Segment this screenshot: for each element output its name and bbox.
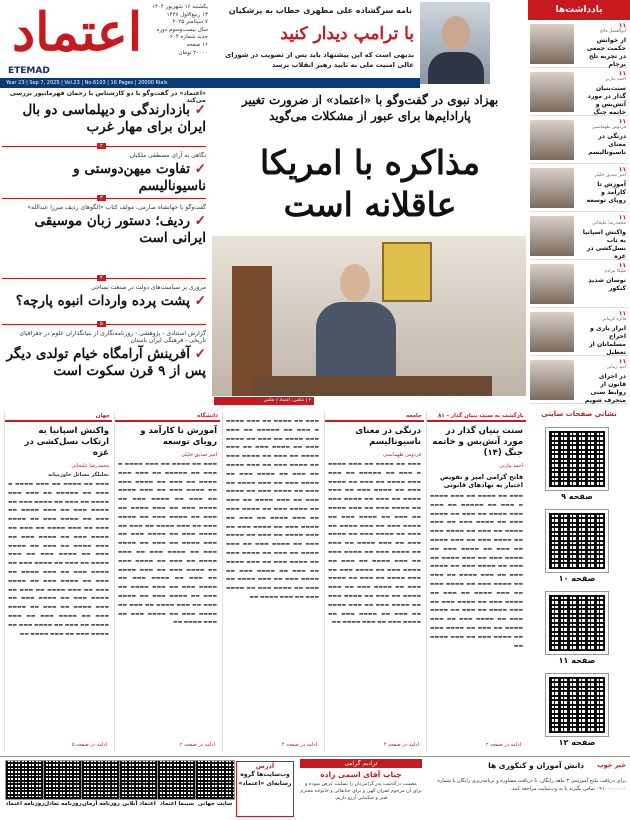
date-line: ۱۶ صفحه xyxy=(186,41,208,48)
page-ref: ۴ xyxy=(97,275,106,281)
top-news-kicker: نامه سرگشاده علی مطهری خطاب به پزشکیان xyxy=(228,6,412,15)
author-photo xyxy=(530,72,574,112)
bottom-bar xyxy=(0,756,630,820)
headline-title: ردیف؛ دستور زبان موسیقی ایرانی است xyxy=(34,213,206,246)
author-photo xyxy=(530,216,574,256)
author-name: احمد مازنی xyxy=(604,77,626,82)
article-title[interactable]: آموزش نا کارآمد و رویای توسعه xyxy=(140,426,217,447)
article-column[interactable] xyxy=(222,412,322,752)
column-section: جهان xyxy=(5,412,112,422)
page-number: ۱۱ xyxy=(618,166,626,173)
note-title: درنگی در معنای ناسیونالیسم xyxy=(588,133,626,156)
page-number: ۱۱ xyxy=(618,262,626,269)
author-photo xyxy=(530,312,574,352)
notes-sidebar xyxy=(528,0,630,408)
qr-code[interactable] xyxy=(44,761,82,799)
condolence-head: ترادیم گرامی xyxy=(300,759,422,768)
good-news-head: دانش آموزان و کنکوری ها xyxy=(488,761,584,770)
check-icon: ✓ xyxy=(189,293,206,309)
continue-link[interactable]: ادامه در صفحه ۲ xyxy=(179,742,215,748)
article-body: ▬▬▬ ▬▬ ▬▬▬▬ ▬▬ ▬▬▬ ▬▬▬▬ ▬ ▬▬▬ ▬▬ ▬▬▬▬▬ ▬▬ ▬▬▬ ▬▬▬ ▬▬▬▬ ▬▬ ▬▬▬ ▬▬ ▬▬▬▬ ▬▬▬ ▬▬ ▬▬▬▬ ▬▬▬ ▬▬ ▬▬▬ ▬▬▬▬ ▬▬ ▬▬▬ ▬▬ ▬▬▬▬ ▬▬▬ ▬▬ ▬▬▬▬ ▬▬▬ ▬▬ ▬▬▬ ▬▬▬▬ ▬▬ ▬▬▬ ▬▬ ▬▬▬▬ ▬▬▬ ▬▬ ▬▬▬▬ ▬▬▬ ▬▬ ▬▬▬ ▬▬▬▬ ▬▬ ▬▬▬ ▬▬ ▬▬▬▬ ▬▬▬ ▬▬ ▬▬▬▬ ▬▬▬ ▬▬ ▬▬▬ ▬▬▬▬ ▬▬ ▬▬▬ ▬▬ ▬▬▬▬ ▬▬▬ ▬▬ ▬▬▬▬ ▬▬▬ ▬▬ ▬▬▬ ▬▬▬▬ ▬▬ ▬▬▬ ▬▬ ▬▬▬▬ ▬▬▬ ▬▬ ▬▬▬▬ ▬▬▬ ▬▬ ▬▬▬ ▬▬▬▬ ▬▬ ▬▬▬ ▬▬ ▬▬▬▬ ▬▬▬ ▬▬ ▬▬▬▬ ▬▬▬ ▬▬ ▬▬▬ ▬▬▬▬ ▬▬ ▬▬▬ ▬▬ ▬▬▬▬ ▬▬▬ ▬▬ ▬▬▬▬ ▬▬▬ ▬▬ ▬▬▬ ▬▬▬▬ ▬▬ xyxy=(430,494,523,649)
info-strip: Year 23 | Sep 7, 2025 | Vol.23 | No.6103 | 16 Pages | 20000 Rials xyxy=(0,78,420,88)
logo-text: اعتماد xyxy=(12,2,143,63)
author-name: محمدرضا علیخانی xyxy=(592,221,626,226)
headline-title: تفاوت میهن‌دوستی و ناسیونالیسم xyxy=(73,161,206,194)
page-ref: ۲ xyxy=(97,143,106,149)
note-title: نوسان شدیدِ کنکور xyxy=(588,277,626,292)
good-news-tag: خبر خوب xyxy=(597,761,626,769)
photo-caption: ۲ | عکس: اعتماد / عکس xyxy=(214,397,314,405)
headline-kicker: گزارش استنادی - پژوهشی - روزنامه‌نگاری از بنیانگذاران علوم در جغرافیای تاریخی - فرهنگی ایران باستان xyxy=(19,330,206,344)
author-name: ابوالفضل فاتح xyxy=(599,29,626,34)
headline-title: پشت پرده واردات انبوه پارچه؟ xyxy=(15,293,190,309)
continue-link[interactable]: ادامه در صفحه ۲ xyxy=(485,742,521,748)
author-name: ملیکا مرادی xyxy=(603,269,626,274)
qr-code[interactable] xyxy=(546,428,608,490)
condolence-body: مصیبت درگذشت پدر گرامی‌تان را تسلیت عرض نموده و برای آن مرحوم غفران الهی و برای جنابعالی و خانواده محترم صبر و شکیبایی آرزو داریم. xyxy=(300,782,422,801)
article-column[interactable] xyxy=(4,412,112,752)
check-icon: ✓ xyxy=(189,102,206,118)
article-body: ▬▬▬ ▬▬ ▬▬▬▬ ▬▬ ▬▬▬ ▬▬▬▬ ▬ ▬▬▬ ▬▬ ▬▬▬▬▬ ▬▬ ▬▬▬ ▬▬▬ ▬▬▬▬ ▬▬ ▬▬▬ ▬▬ ▬▬▬▬ ▬▬▬ ▬▬ ▬▬▬▬ ▬▬▬ ▬▬ ▬▬▬ ▬▬▬▬ ▬▬ ▬▬▬ ▬▬ ▬▬▬▬ ▬▬▬ ▬▬ ▬▬▬▬ ▬▬▬ ▬▬ ▬▬▬ ▬▬▬▬ ▬▬ ▬▬▬ ▬▬ ▬▬▬▬ ▬▬▬ ▬▬ ▬▬▬▬ ▬▬▬ ▬▬ ▬▬▬ ▬▬▬▬ ▬▬ ▬▬▬ ▬▬ ▬▬▬▬ ▬▬▬ ▬▬ ▬▬▬▬ ▬▬▬ ▬▬ ▬▬▬ ▬▬▬▬ ▬▬ ▬▬▬ ▬▬ ▬▬▬▬ ▬▬▬ ▬▬ ▬▬▬▬ ▬▬▬ ▬▬ ▬▬▬ ▬▬▬▬ ▬▬ ▬▬▬ ▬▬ ▬▬▬▬ ▬▬▬ ▬▬ ▬▬▬▬ ▬▬▬ ▬▬ ▬▬▬ ▬▬▬▬ ▬▬ ▬▬▬ ▬▬ ▬▬▬▬ ▬▬▬ ▬▬ ▬▬▬▬ ▬▬▬ ▬▬ ▬▬▬ ▬▬▬▬ ▬▬ ▬▬▬ ▬▬ ▬▬▬▬ ▬▬▬ ▬▬ ▬▬▬▬ ▬▬▬ ▬▬ ▬▬▬ ▬▬▬▬ ▬▬ ▬▬▬ ▬▬ ▬▬▬▬ ▬▬▬ ▬▬ ▬▬▬▬ ▬▬▬ ▬▬ ▬▬▬ ▬▬▬▬ ▬▬ xyxy=(328,462,421,626)
headline-item[interactable] xyxy=(2,102,206,136)
article-lead: تحلیلگر مسائل خاورمیانه xyxy=(48,472,109,478)
note-title: ابراز یاری و اخراج مسلمانان از تعطیل xyxy=(589,325,626,356)
top-news-photo xyxy=(420,2,490,84)
page-ref: ۳ xyxy=(97,195,106,201)
logo-latin: ETEMAD xyxy=(8,66,50,76)
qr-section-title: نشانی صفحات سایتی xyxy=(541,410,617,418)
qr-label: صفحه ۱۲ xyxy=(558,738,596,747)
article-title[interactable]: واکنش اسپانیا به ارتکاب نسل‌کشی در غزه xyxy=(24,426,109,458)
date-line: ۲۰۰۰۰ تومان xyxy=(178,49,208,56)
qr-code[interactable] xyxy=(196,761,234,799)
qr-label: روزنامه اعتماد xyxy=(5,801,45,807)
headline-title: آفرینش آرامگاه خیام تولدی دیگر پس از ۹ قرن سکوت است xyxy=(6,346,206,379)
date-box xyxy=(140,4,208,57)
headline-item[interactable] xyxy=(2,284,206,310)
lead-photo xyxy=(212,236,526,396)
date-line: سال بیست‌وسوم دوره xyxy=(156,26,208,33)
page-number: ۱۱ xyxy=(618,358,626,365)
author-name: امیر صدیق خلیلی xyxy=(593,173,626,178)
article-column[interactable] xyxy=(426,412,526,752)
qr-code[interactable] xyxy=(6,761,44,799)
headline-kicker: نگاهی به آرای مصطفی ملکیان xyxy=(129,152,206,159)
qr-code[interactable] xyxy=(82,761,120,799)
sidebar-item[interactable] xyxy=(530,260,628,308)
qr-code[interactable] xyxy=(546,592,608,654)
check-icon: ✓ xyxy=(189,346,206,362)
address-title: آدرس xyxy=(255,762,275,770)
article-lead: فاتح گرامی امیر و تفویض اختیار به نهادهای قانونی xyxy=(439,473,523,489)
column-intro: «اعتماد» در گفت‌وگو با دو کارشناس با رحمان قهرمانپور بررسی می‌کند xyxy=(9,90,206,104)
check-icon: ✓ xyxy=(189,213,206,229)
column-section: دانشگاه xyxy=(115,412,220,422)
article-column[interactable] xyxy=(324,412,424,752)
headline-kicker: گفت‌وگو با جهانشاه صارمی، مولف کتاب «الگوهای ردیف میرزا عبدالله» xyxy=(27,204,206,211)
qr-code[interactable] xyxy=(546,510,608,572)
sidebar-item[interactable] xyxy=(530,356,628,404)
sidebar-item[interactable] xyxy=(530,164,628,212)
page-number: ۱۱ xyxy=(618,310,626,317)
author-photo xyxy=(530,360,574,400)
note-title: از خوانش حکمت جمعی در تجربه تلخ برجام xyxy=(586,37,626,68)
author-photo xyxy=(530,264,574,304)
condolence-title: جناب آقای اسمی زاده xyxy=(320,770,402,779)
qr-code[interactable] xyxy=(546,674,608,736)
author-name: فائزه کرمانی xyxy=(601,317,626,322)
article-column[interactable] xyxy=(114,412,220,752)
article-author: احمد مازنی xyxy=(499,463,523,469)
date-line: ۷ سپتامبر ۲۰۲۵ xyxy=(172,19,208,26)
qr-label: اعتماد آنلاین xyxy=(122,801,156,807)
article-author: محمدرضا علیخانی xyxy=(71,463,109,469)
sidebar-title: یادداشت‌ها xyxy=(528,0,630,20)
qr-label: سینما اعتماد xyxy=(159,801,195,807)
author-photo xyxy=(530,168,574,208)
qr-label: سایت جهانی xyxy=(197,801,233,807)
headline-line: عاقلانه است xyxy=(283,185,457,224)
page-number: ۱۱ xyxy=(618,214,626,221)
condolence-box xyxy=(300,759,422,817)
sidebar-item[interactable] xyxy=(530,212,628,260)
qr-label: صفحه ۱۰ xyxy=(558,574,596,583)
date-line: یکشنبه ۱۶ شهریور ۱۴۰۴ xyxy=(152,4,208,10)
page-number: ۱۱ xyxy=(618,22,626,29)
sidebar-item[interactable] xyxy=(530,308,628,356)
headline-kicker: مروری بر سیاست‌های دولت در صنعت نساجی xyxy=(91,284,206,291)
qr-label: روزنامه آرمان xyxy=(82,801,120,807)
check-icon: ✓ xyxy=(189,161,206,177)
top-news-lead: بدیهی است که این پیشنهاد باید پس از تصویب در شورای عالی امنیت ملی به تایید رهبر انقلاب برسد xyxy=(225,51,414,69)
author-photo xyxy=(530,24,574,64)
continue-link[interactable]: ادامه در صفحه ۴ xyxy=(383,742,419,748)
date-line: جدید شماره ۶۰۴ xyxy=(169,34,208,41)
note-title: واکنش اسپانیا به تاب نسل‌کشی در غزه xyxy=(582,229,626,260)
page-ref: ۵ xyxy=(97,321,106,327)
continue-link[interactable]: ادامه در صفحه ۴ xyxy=(281,742,317,748)
address-box xyxy=(236,761,294,817)
article-author: فردوس طهماسبی xyxy=(382,452,421,458)
qr-code[interactable] xyxy=(158,761,196,799)
page-number: ۱۱ xyxy=(618,118,626,125)
article-body: ▬▬▬ ▬▬ ▬▬▬▬ ▬▬ ▬▬▬ ▬▬▬▬ ▬ ▬▬▬ ▬▬ ▬▬▬▬▬ ▬▬ ▬▬▬ ▬▬▬ ▬▬▬▬ ▬▬ ▬▬▬ ▬▬ ▬▬▬▬ ▬▬▬ ▬▬ ▬▬▬▬ ▬▬▬ ▬▬ ▬▬▬ ▬▬▬▬ ▬▬ ▬▬▬ ▬▬ ▬▬▬▬ ▬▬▬ ▬▬ ▬▬▬▬ ▬▬▬ ▬▬ ▬▬▬ ▬▬▬▬ ▬▬ ▬▬▬ ▬▬ ▬▬▬▬ ▬▬▬ ▬▬ ▬▬▬▬ ▬▬▬ ▬▬ ▬▬▬ ▬▬▬▬ ▬▬ ▬▬▬ ▬▬ ▬▬▬▬ ▬▬▬ ▬▬ ▬▬▬▬ ▬▬▬ ▬▬ ▬▬▬ ▬▬▬▬ ▬▬ ▬▬▬ ▬▬ ▬▬▬▬ ▬▬▬ ▬▬ ▬▬▬▬ ▬▬▬ ▬▬ ▬▬▬ ▬▬▬▬ ▬▬ ▬▬▬ ▬▬ ▬▬▬▬ ▬▬▬ ▬▬ ▬▬▬▬ ▬▬▬ ▬▬ ▬▬▬ ▬▬▬▬ ▬▬ ▬▬▬ ▬▬ ▬▬▬▬ ▬▬▬ ▬▬ ▬▬▬▬ ▬▬▬ ▬▬ ▬▬▬ ▬▬▬▬ ▬▬ ▬▬▬ ▬▬ ▬▬▬▬ ▬▬▬ ▬▬ ▬▬▬▬ ▬▬▬ ▬▬ ▬▬▬ ▬▬▬▬ ▬▬ ▬▬▬ ▬▬ ▬▬▬▬ ▬▬▬ ▬▬ ▬▬▬▬ ▬▬▬ ▬▬ ▬▬▬ ▬▬▬▬ ▬▬ xyxy=(8,482,109,637)
note-title: در اجرای قانون از روابط سنی منحرف شویم xyxy=(584,373,626,404)
note-title: آموزش تا کارآمد و رویای توسعه xyxy=(586,181,626,204)
address-body: وب‌سایت‌ها گروه رسانه‌ای «اعتماد» xyxy=(238,771,292,787)
article-body: ▬▬▬ ▬▬ ▬▬▬▬ ▬▬ ▬▬▬ ▬▬▬▬ ▬ ▬▬▬ ▬▬ ▬▬▬▬▬ ▬▬ ▬▬▬ ▬▬▬ ▬▬▬▬ ▬▬ ▬▬▬ ▬▬ ▬▬▬▬ ▬▬▬ ▬▬ ▬▬▬▬ ▬▬▬ ▬▬ ▬▬▬ ▬▬▬▬ ▬▬ ▬▬▬ ▬▬ ▬▬▬▬ ▬▬▬ ▬▬ ▬▬▬▬ ▬▬▬ ▬▬ ▬▬▬ ▬▬▬▬ ▬▬ ▬▬▬ ▬▬ ▬▬▬▬ ▬▬▬ ▬▬ ▬▬▬▬ ▬▬▬ ▬▬ ▬▬▬ ▬▬▬▬ ▬▬ ▬▬▬ ▬▬ ▬▬▬▬ ▬▬▬ ▬▬ ▬▬▬▬ ▬▬▬ ▬▬ ▬▬▬ ▬▬▬▬ ▬▬ ▬▬▬ ▬▬ ▬▬▬▬ ▬▬▬ ▬▬ ▬▬▬▬ ▬▬▬ ▬▬ ▬▬▬ ▬▬▬▬ ▬▬ ▬▬▬ ▬▬ ▬▬▬▬ ▬▬▬ ▬▬ ▬▬▬▬ ▬▬▬ ▬▬ ▬▬▬ ▬▬▬▬ ▬▬ ▬▬▬ ▬▬ ▬▬▬▬ ▬▬▬ ▬▬ ▬▬▬▬ ▬▬▬ ▬▬ ▬▬▬ ▬▬▬▬ ▬▬ ▬▬▬ ▬▬ ▬▬▬▬ ▬▬▬ ▬▬ ▬▬▬▬ ▬▬▬ ▬▬ ▬▬▬ ▬▬▬▬ ▬▬ ▬▬▬ ▬▬ ▬▬▬▬ ▬▬▬ ▬▬ ▬▬▬▬ ▬▬▬ ▬▬ ▬▬▬ ▬▬▬▬ ▬▬ xyxy=(118,462,217,626)
author-name: امید زمانی xyxy=(606,365,626,370)
article-title[interactable]: درنگی در معنای ناسیونالیسم xyxy=(355,426,421,447)
qr-code[interactable] xyxy=(120,761,158,799)
lead-subhead: بهزاد نبوی در گفت‌وگو با «اعتماد» از ضرورت تغییر پارادایم‌ها برای عبور از مشکلات می‌گوید xyxy=(241,93,499,123)
sidebar-item[interactable] xyxy=(530,68,628,116)
top-news-title[interactable]: با ترامپ دیدار کنید xyxy=(280,24,414,44)
headlines-column xyxy=(0,88,210,408)
top-news[interactable] xyxy=(210,0,418,78)
continue-link[interactable]: ادامه در صفحه ۵ xyxy=(71,742,107,748)
date-line: ۱۳ ربیع‌الاول ۱۴۴۷ xyxy=(166,11,208,18)
column-section: جامعه xyxy=(325,412,424,422)
article-title[interactable]: سنت بنیان گذار در مورد آتش‌بس و خاتمه جنگ (۱۴) xyxy=(432,426,523,458)
author-photo xyxy=(530,120,574,160)
sidebar-item[interactable] xyxy=(530,20,628,68)
headline-item[interactable] xyxy=(2,204,206,247)
qr-label: صفحه ۹ xyxy=(561,492,593,501)
qr-label: روزنامه تعادل xyxy=(44,801,82,807)
headline-line: مذاکره با امریکا xyxy=(259,143,481,182)
headline-title: بازدارندگی و دیپلماسی دو بال ایران برای مهار غرب xyxy=(22,102,206,135)
good-news-box[interactable] xyxy=(428,759,628,817)
qr-label: صفحه ۱۱ xyxy=(558,656,596,665)
author-name: فردوس طهماسبی xyxy=(591,125,626,130)
article-body: ▬▬▬ ▬▬ ▬▬▬▬ ▬▬ ▬▬▬ ▬▬▬▬ ▬ ▬▬▬ ▬▬ ▬▬▬▬▬ ▬▬ ▬▬▬ ▬▬▬ ▬▬▬▬ ▬▬ ▬▬▬ ▬▬ ▬▬▬▬ ▬▬▬ ▬▬ ▬▬▬▬ ▬▬▬ ▬▬ ▬▬▬ ▬▬▬▬ ▬▬ ▬▬▬ ▬▬ ▬▬▬▬ ▬▬▬ ▬▬ ▬▬▬▬ ▬▬▬ ▬▬ ▬▬▬ ▬▬▬▬ ▬▬ ▬▬▬ ▬▬ ▬▬▬▬ ▬▬▬ ▬▬ ▬▬▬▬ ▬▬▬ ▬▬ ▬▬▬ ▬▬▬▬ ▬▬ ▬▬▬ ▬▬ ▬▬▬▬ ▬▬▬ ▬▬ ▬▬▬▬ ▬▬▬ ▬▬ ▬▬▬ ▬▬▬▬ ▬▬ ▬▬▬ ▬▬ ▬▬▬▬ ▬▬▬ ▬▬ ▬▬▬▬ ▬▬▬ ▬▬ ▬▬▬ ▬▬▬▬ ▬▬ ▬▬▬ ▬▬ ▬▬▬▬ ▬▬▬ ▬▬ ▬▬▬▬ ▬▬▬ ▬▬ ▬▬▬ ▬▬▬▬ ▬▬ ▬▬▬ ▬▬ ▬▬▬▬ ▬▬▬ ▬▬ ▬▬▬▬ ▬▬▬ ▬▬ ▬▬▬ ▬▬▬▬ ▬▬ ▬▬▬ ▬▬ ▬▬▬▬ ▬▬▬ ▬▬ ▬▬▬▬ ▬▬▬ ▬▬ ▬▬▬ ▬▬▬▬ ▬▬ ▬▬▬ ▬▬ ▬▬▬▬ ▬▬▬ ▬▬ ▬▬▬▬ ▬▬▬ ▬▬ ▬▬▬ ▬▬▬▬ ▬▬ ▬▬▬ ▬▬ ▬▬▬▬ ▬▬▬ ▬▬ ▬▬▬▬ ▬▬▬ ▬▬ ▬▬▬ ▬▬▬▬ ▬▬ xyxy=(226,419,319,600)
sidebar-item[interactable] xyxy=(530,116,628,164)
good-news-body: برای دریافت پکیج آموزشی ۳ ماهه رایگان، با دریافت مشاوره و برنامه‌ریزی رایگان با شماره ۰۹۱۰۰۰۰۰۰۰۰ تماس بگیرید یا به وب‌سایت مراجعه کنید. xyxy=(437,778,626,792)
article-author: امیر صدیق خلیلی xyxy=(180,452,217,458)
lead-headline[interactable] xyxy=(218,142,522,226)
lead-story[interactable] xyxy=(212,86,528,406)
headline-item[interactable] xyxy=(2,330,206,380)
column-section: بازگشت به سنت بنیان گذار - ۸۱ xyxy=(427,412,526,422)
note-title: سنت‌بنیان گذار در مورد آتش‌بس و خاتمه جنگ xyxy=(587,85,626,116)
page-number: ۱۱ xyxy=(618,70,626,77)
headline-item[interactable] xyxy=(2,152,206,195)
